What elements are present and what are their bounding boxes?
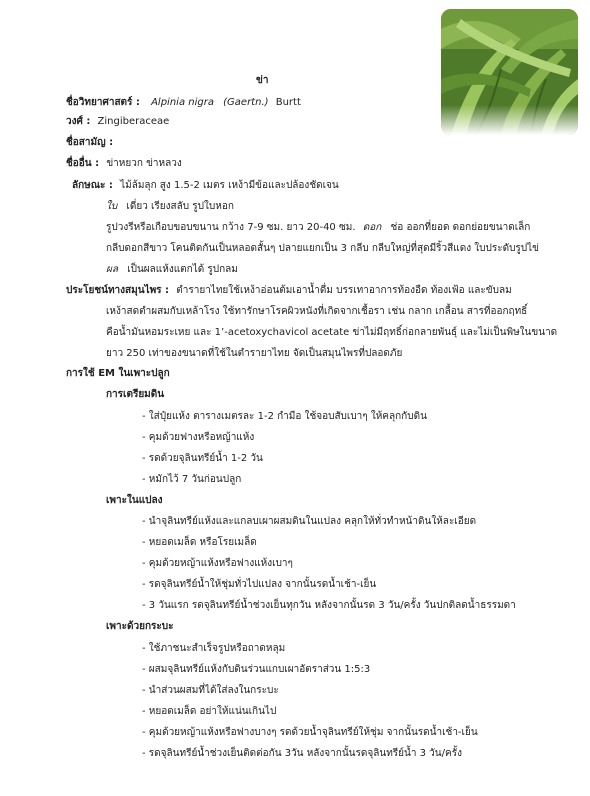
benefits-line-2: เหง้าสดตำผสมกับเหล้าโรง ใช้ทารักษาโรคผิวหนังที่เกิดจากเชื้อรา เช่น กลาก เกลื้อน สารที่ออกฤทธิ์ [106,306,528,317]
em-usage-heading: การใช้ EM ในเพาะปลูก [66,368,170,379]
family-row [66,115,169,129]
characteristics-label: ลักษณะ : [72,180,113,191]
flower-text-1: ช่อ ออกที่ยอด ดอกย่อยขนาดเล็ก [390,222,531,233]
leaf-flower-row [106,221,530,235]
bed-sowing-item: - นำจุลินทรีย์แห้งและแกลบเผาผสมดินในแปลง คลุกให้ทั่วทำหน้าดินให้ละเอียด [142,516,477,527]
benefits-row [66,284,512,298]
soil-prep-heading: การเตรียมดิน [106,389,165,400]
flower-text-2: กลีบดอกสีขาว โคนติดกันเป็นหลอดสั้นๆ ปลายแยกเป็น 3 กลีบ กลีบใหญ่ที่สุดมีริ้วสีแดง ใบประดับรูปไข่ [106,243,540,254]
soil-prep-item: - คุมด้วยฟางหรือหญ้าแห้ง [142,432,255,443]
tray-sowing-item: - นำส่วนผสมที่ได้ใส่ลงในกระบะ [142,685,279,696]
benefits-line-3: คือน้ำมันหอมระเหย และ 1’-acetoxychavicol acetate ข่าไม่มีฤทธิ์ก่อกลายพันธุ์ และไม่เป็นพิษในขนาด [106,327,558,338]
other-names-label: ชื่ออื่น : [66,158,100,169]
scientific-name-author: Burtt [275,97,301,108]
tray-sowing-item: - ผสมจุลินทรีย์แห้งกับดินร่วนแกบเผาอัตราส่วน 1:5:3 [142,664,371,675]
scientific-name-value: Alpinia nigra [151,97,214,108]
common-name-label: ชื่อสามัญ : [66,137,114,148]
tray-sowing-item: - ใช้ภาชนะสำเร็จรูปหรือถาดหลุม [142,643,286,654]
benefits-label: ประโยชน์ทางสมุนไพร : [66,285,170,296]
other-names-row [66,157,182,171]
fruit-label: ผล [106,264,118,275]
fruit-row [106,263,238,277]
characteristics-stem: ไม้ล้มลุก สูง 1.5-2 เมตร เหง้ามีข้อและปล้องชัดเจน [120,180,339,191]
bed-sowing-item: - คุมด้วยหญ้าแห้งหรือฟางแห้งเบาๆ [142,558,293,569]
leaf-label: ใบ [106,201,118,212]
page-title: ข่า [256,75,269,86]
benefits-line-4: ยาว 250 เท่าของขนาดที่ใช้ในตำรายาไทย จัดเป็นสมุนไพรที่ปลอดภัย [106,348,403,359]
bed-sowing-item: - 3 วันแรก รดจุลินทรีย์น้ำช่วงเย็นทุกวัน หลังจากนั้นรด 3 วัน/ครั้ง วันปกติลดน้ำธรรมดา [142,600,516,611]
flower-label: ดอก [362,222,382,233]
tray-sowing-item: - รดจุลินทรีย์น้ำช่วงเย็นติดต่อกัน 3วัน หลังจากนั้นรดจุลินทรีย์น้ำ 3 วัน/ครั้ง [142,748,462,759]
characteristics-row [72,179,339,193]
fruit-text: เป็นผลแห้งแตกได้ รูปกลม [127,264,238,275]
soil-prep-item: - หมักไว้ 7 วันก่อนปลูก [142,474,242,485]
bed-sowing-heading: เพาะในแปลง [106,495,163,506]
bed-sowing-item: - หยอดเมล็ด หรือโรยเมล็ด [142,537,257,548]
family-value: Zingiberaceae [97,116,170,127]
tray-sowing-item: - หยอดเมล็ด อย่าให้แน่นเกินไป [142,706,277,717]
tray-sowing-item: - คุมด้วยหญ้าแห้งหรือฟางบางๆ รดด้วยน้ำจุลินทรีย์ให้ชุ่ม จากนั้นรดน้ำเช้า-เย็น [142,727,478,738]
other-names-value: ข่าหยวก ข่าหลวง [106,158,182,169]
leaf-text: เดี่ยว เรียงสลับ รูปใบหอก [126,201,234,212]
bed-sowing-item: - รดจุลินทรีย์น้ำให้ชุ่มทั่วไปแปลง จากนั้นรดน้ำเช้า-เย็น [142,579,377,590]
family-label: วงศ์ : [66,116,91,127]
benefits-line-1: ตำรายาไทยใช้เหง้าอ่อนต้มเอาน้ำดื่ม บรรเทาอาการท้องอืด ท้องเฟ้อ และขับลม [176,285,512,296]
scientific-name-row [66,96,301,110]
scientific-name-author-paren: (Gaertn.) [223,97,269,108]
soil-prep-item: - รดด้วยจุลินทรีย์น้ำ 1-2 วัน [142,453,263,464]
tray-sowing-heading: เพาะด้วยกระบะ [106,621,174,632]
soil-prep-item: - ใส่ปุ๋ยแห้ง ตารางเมตรละ 1-2 กำมือ ใช้จอบสับเบาๆ ให้คลุกกับดิน [142,411,427,422]
plant-photo [441,9,578,135]
leaf-text-cont: รูปวงรีหรือเกือบขอบขนาน กว้าง 7-9 ซม. ยาว 20-40 ซม. [106,222,356,233]
scientific-name-label: ชื่อวิทยาศาสตร์ : [66,97,140,108]
leaf-row [106,200,234,214]
